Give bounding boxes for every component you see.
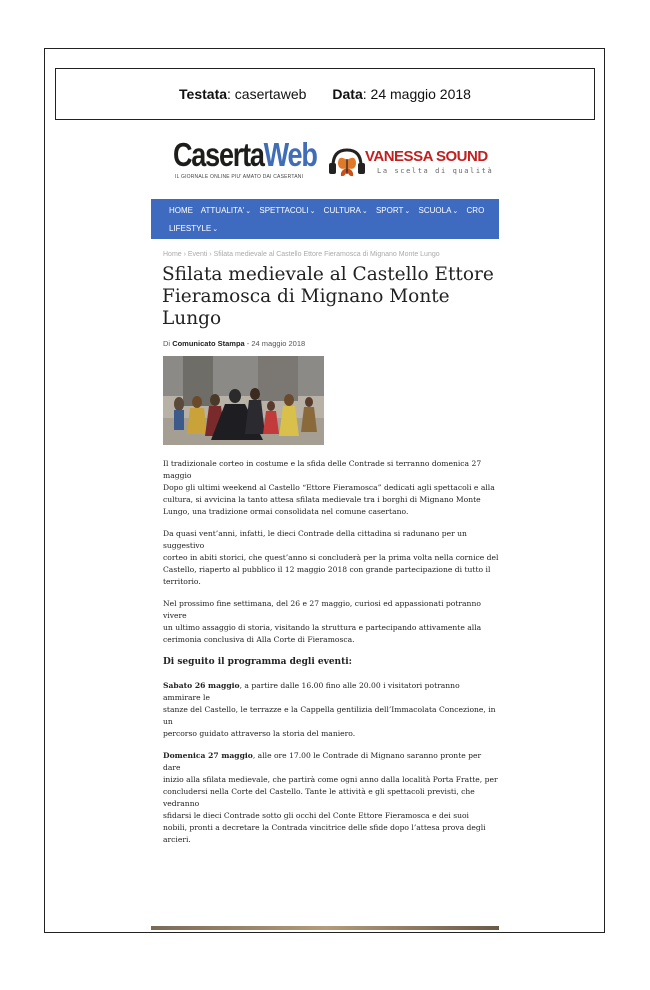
nav-cultura[interactable]: CULTURA⌄ <box>323 206 368 215</box>
paragraph-sunday: Domenica 27 maggio, alle ore 17.00 le Contrade di Mignano saranno pronte per dare inizio alla sfilata medievale, che partirà come ogni anno dalla località Porta Fratte, per concludersi nella Corte del Castello. Tante le attività e gli spettacoli previsti, che vedranno sfidarsi le dieci Contrade sotto gli occhi del Conte Ettore Fieramosca e dei suoi nobili, pronti a decretare la Contrada vincitrice delle sfide dopo l’attesa prova degli arcieri. <box>163 751 498 844</box>
butterfly-headphones-icon <box>327 144 369 184</box>
site-header <box>151 130 499 196</box>
article-date: - 24 maggio 2018 <box>246 339 306 348</box>
nav-scuola[interactable]: SCUOLA⌄ <box>418 206 459 215</box>
paragraph: Il tradizionale corteo in costume e la sfida delle Contrade si terranno domenica 27 maggio Dopo gli ultimi weekend al Castello “Ettore Fieramosca” dedicati agli spettacoli e alla cultura, si avvicina la tanto attesa sfilata medievale tra i borghi di Mignano Monte Lungo, una tradizione ormai consolidata nel comune casertano. <box>163 459 495 516</box>
banner-slogan: La scelta di qualità <box>377 167 494 175</box>
chevron-down-icon: ⌄ <box>309 208 316 215</box>
nav-attualita[interactable]: ATTUALITA'⌄ <box>200 206 252 215</box>
press-clipping-header <box>55 68 595 120</box>
nav-spettacoli[interactable]: SPETTACOLI⌄ <box>259 206 316 215</box>
advertising-banner[interactable] <box>327 144 499 184</box>
nav-cronaca[interactable]: CRO <box>466 206 485 215</box>
site-tagline: IL GIORNALE ONLINE PIU' AMATO DAI CASERTANI <box>175 174 304 180</box>
nav-lifestyle[interactable]: LIFESTYLE⌄ <box>169 224 219 233</box>
data-value: : 24 maggio 2018 <box>362 86 471 102</box>
breadcrumb[interactable]: Home › Eventi › Sfilata medievale al Castello Ettore Fieramosca di Mignano Monte Lungo <box>163 251 440 258</box>
nav-home[interactable]: HOME <box>169 206 193 215</box>
article-photo <box>163 356 324 445</box>
program-heading: Di seguito il programma degli eventi: <box>163 657 352 667</box>
banner-brand: VANESSA SOUND <box>365 148 488 165</box>
website-screenshot <box>151 130 499 844</box>
testata-value: : casertaweb <box>227 86 307 102</box>
article-body <box>163 458 499 856</box>
chevron-down-icon: ⌄ <box>404 208 411 215</box>
chevron-down-icon: ⌄ <box>245 208 252 215</box>
article-title: Sfilata medievale al Castello Ettore Fieramosca di Mignano Monte Lungo <box>162 264 494 329</box>
site-logo[interactable]: CasertaWeb <box>173 136 317 173</box>
article-byline: Di Comunicato Stampa - 24 maggio 2018 <box>163 339 306 348</box>
image-strip-bottom <box>151 926 499 930</box>
testata-label: Testata <box>179 86 228 102</box>
paragraph: Da quasi vent’anni, infatti, le dieci Contrade della cittadina si radunano per un suggestivo corteo in abiti storici, che quest’anno si concluderà per la prima volta nella cornice del Castello, riaperto al pubblico il 12 maggio 2018 con grande partecipazione di tutto il territorio. <box>163 529 499 586</box>
chevron-down-icon: ⌄ <box>452 208 459 215</box>
main-navigation <box>151 199 499 239</box>
author-link[interactable]: Comunicato Stampa <box>172 339 245 348</box>
chevron-down-icon: ⌄ <box>212 226 219 233</box>
data-label: Data <box>332 86 363 102</box>
chevron-down-icon: ⌄ <box>361 208 368 215</box>
nav-sport[interactable]: SPORT⌄ <box>375 206 411 215</box>
paragraph: Nel prossimo fine settimana, del 26 e 27 maggio, curiosi ed appassionati potranno vivere un ultimo assaggio di storia, visitando la struttura e partecipando attivamente alla cerimonia conclusiva di Alla Corte di Fieramosca. <box>163 599 482 644</box>
paragraph-saturday: Sabato 26 maggio, a partire dalle 16.00 fino alle 20.00 i visitatori potranno ammirare le stanze del Castello, le terrazze e la Cappella gentilizia dell’Immacolata Concezione, in un percorso guidato attraverso la storia del maniero. <box>163 681 496 738</box>
